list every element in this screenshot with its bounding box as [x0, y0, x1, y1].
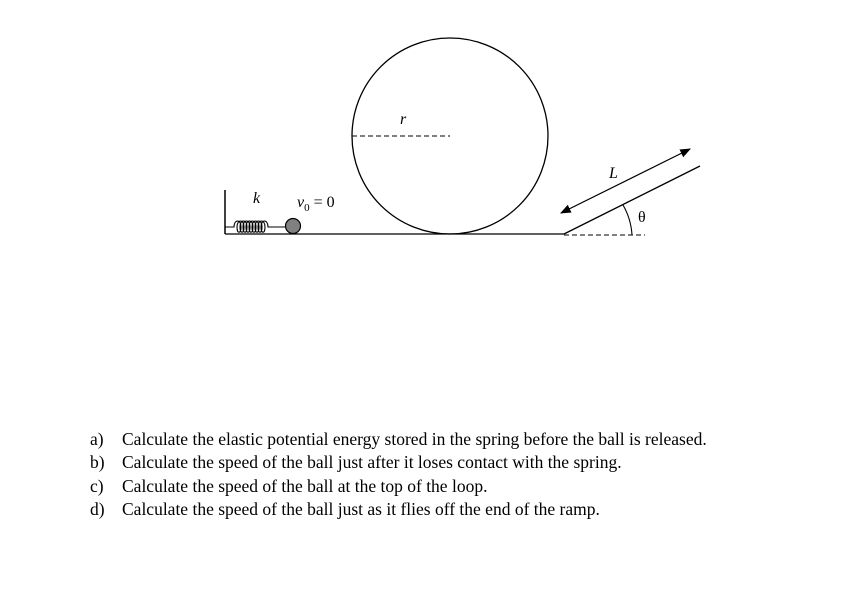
question-d [90, 498, 707, 521]
question-text: Calculate the elastic potential energy stored in the spring before the ball is released. [122, 429, 707, 449]
question-a [90, 428, 707, 451]
question-b [90, 451, 707, 474]
question-letter: d) [90, 498, 105, 519]
question-text: Calculate the speed of the ball just after it loses contact with the spring. [122, 452, 622, 473]
angle-arc [623, 205, 632, 235]
spring-constant-label: k [253, 190, 261, 207]
radius-label: r [400, 111, 407, 128]
velocity-value: = 0 [309, 194, 335, 211]
question-list [90, 428, 707, 521]
velocity-subscript: 0 [304, 202, 310, 214]
initial-velocity-label [297, 194, 335, 214]
question-letter: b) [90, 452, 105, 473]
question-c [90, 475, 707, 498]
question-letter: a) [90, 429, 104, 449]
spring [225, 221, 285, 232]
question-text: Calculate the speed of the ball at the top of the loop. [122, 475, 488, 496]
question-text: Calculate the speed of the ball just as it flies off the end of the ramp. [122, 498, 600, 519]
velocity-symbol: v [297, 194, 305, 211]
ramp-surface [564, 166, 700, 234]
ramp-angle-label: θ [638, 209, 646, 226]
question-letter: c) [90, 475, 104, 496]
ramp-length-label: L [609, 165, 618, 182]
ball [286, 219, 301, 234]
